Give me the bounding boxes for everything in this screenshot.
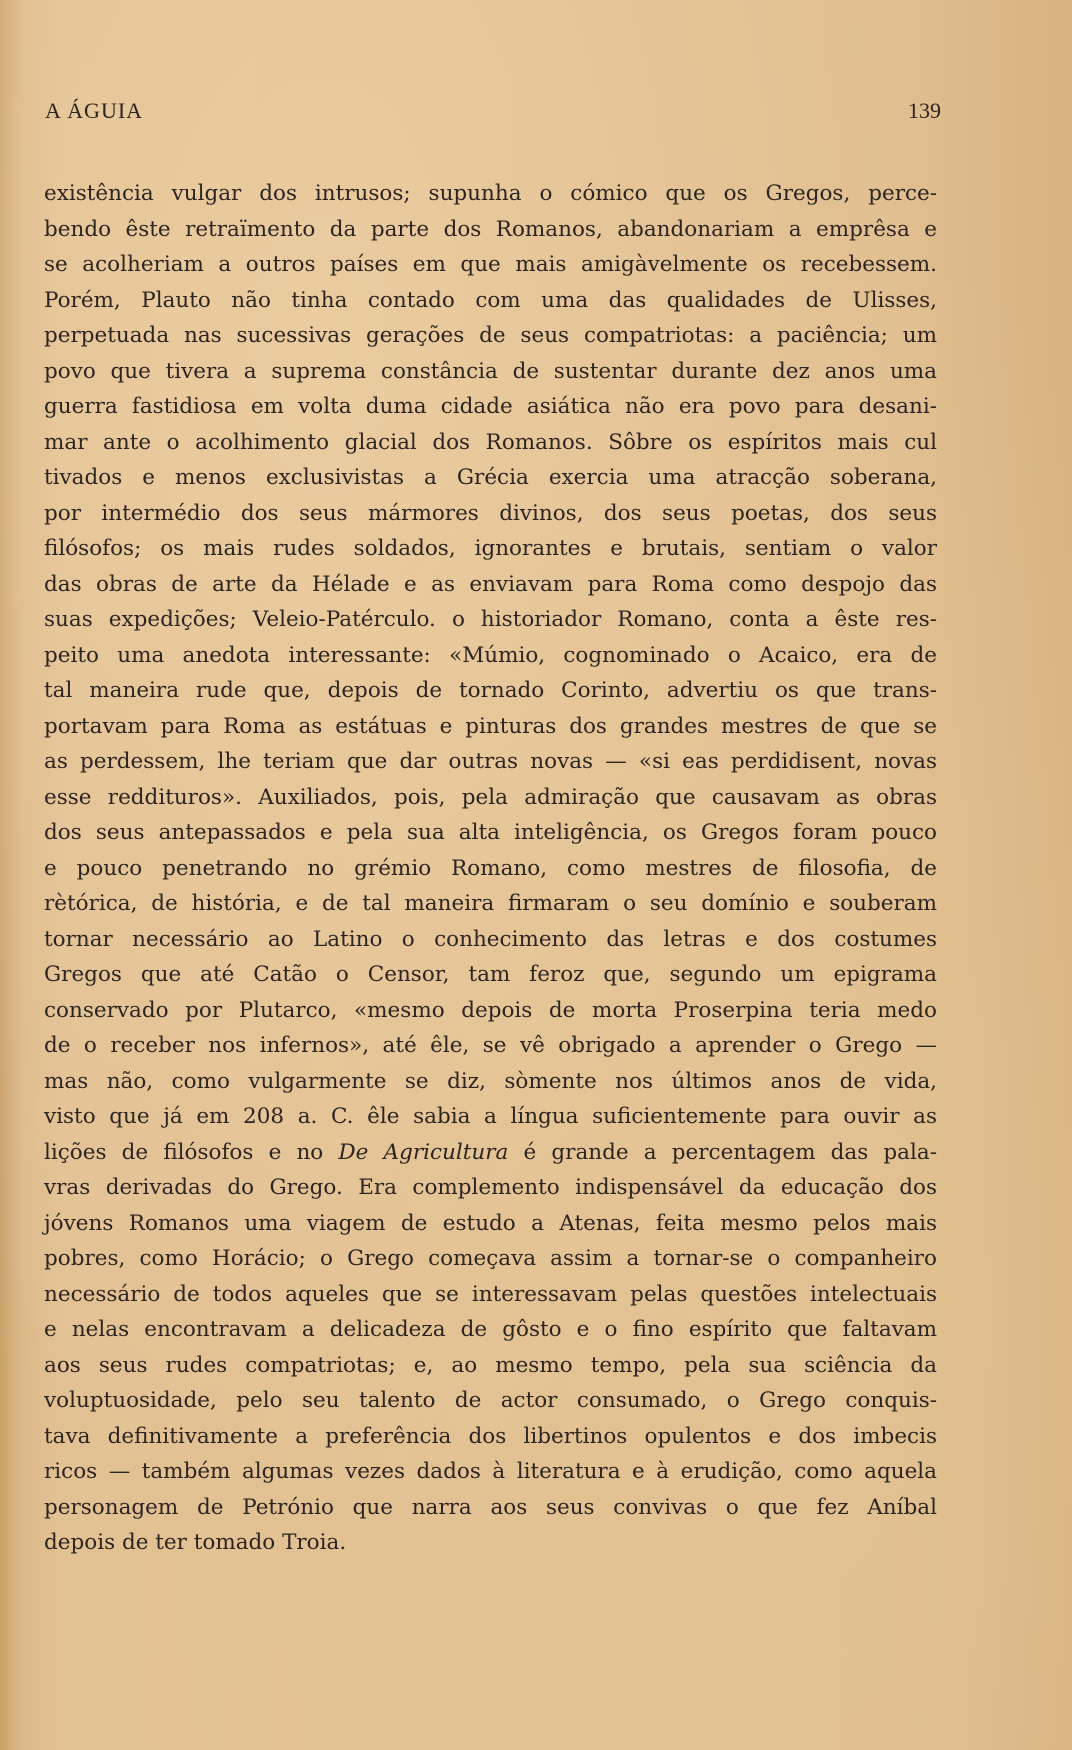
text-line: guerra fastidiosa em volta duma cidade asiática não era povo para desani-: [44, 394, 937, 419]
text-line: pobres, como Horácio; o Grego começava assim a tornar-se o companheiro: [44, 1246, 937, 1271]
text-line: suas expedições; Veleio-Patérculo. o historiador Romano, conta a êste res-: [44, 607, 937, 632]
text-line: personagem de Petrónio que narra aos seus convivas o que fez Aníbal: [44, 1494, 937, 1520]
text-line: peito uma anedota interessante: «Múmio, cognominado o Acaico, era de: [44, 642, 937, 668]
text-line: vras derivadas do Grego. Era complemento indispensável da educação dos: [44, 1175, 937, 1200]
text-line: bendo êste retraïmento da parte dos Romanos, abandonariam a emprêsa e: [44, 216, 937, 242]
text-line: de o receber nos infernos», até êle, se vê obrigado a aprender o Grego —: [44, 1033, 937, 1058]
text-line: rètórica, de história, e de tal maneira firmaram o seu domínio e souberam: [44, 891, 937, 916]
text-line: visto que já em 208 a. C. êle sabia a língua suficientemente para ouvir as: [44, 1104, 937, 1129]
text-line: mas não, como vulgarmente se diz, sòmente nos últimos anos de vida,: [44, 1068, 937, 1094]
running-title: A ÁGUIA: [45, 98, 144, 123]
text-line: perpetuada nas sucessivas gerações de seus compatriotas: a paciência; um: [44, 323, 937, 348]
text-line: necessário de todos aqueles que se interessavam pelas questões intelectuais: [44, 1281, 937, 1307]
text-line: aos seus rudes compatriotas; e, ao mesmo tempo, pela sua sciência da: [44, 1352, 937, 1378]
text-line: portavam para Roma as estátuas e pinturas dos grandes mestres de que se: [44, 713, 937, 739]
page-number: 139: [908, 98, 941, 123]
text-line: esse reddituros». Auxiliados, pois, pela admiração que causavam as obras: [44, 784, 937, 810]
text-line: e nelas encontravam a delicadeza de gôsto e o fino espírito que faltavam: [44, 1317, 937, 1342]
text-line: existência vulgar dos intrusos; supunha o cómico que os Gregos, perce-: [44, 181, 937, 206]
italic-title: De Agricultura: [338, 1139, 509, 1165]
text-line: se acolheriam a outros países em que mais amigàvelmente os recebessem.: [44, 252, 937, 277]
text-line: e pouco penetrando no grémio Romano, como mestres de filosofia, de: [44, 855, 937, 881]
text-line: as perdessem, lhe teriam que dar outras novas — «si eas perdidisent, novas: [44, 749, 937, 774]
text-line: tivados e menos exclusivistas a Grécia exercia uma atracção soberana,: [44, 465, 937, 490]
text-line: voluptuosidade, pelo seu talento de actor consumado, o Grego conquis-: [44, 1388, 937, 1413]
text-line: povo que tivera a suprema constância de sustentar durante dez anos uma: [44, 358, 937, 384]
text-line: Gregos que até Catão o Censor, tam feroz que, segundo um epigrama: [44, 962, 937, 987]
text-line: das obras de arte da Hélade e as enviavam para Roma como despojo das: [44, 571, 937, 597]
text-line: jóvens Romanos uma viagem de estudo a Atenas, feita mesmo pelos mais: [44, 1210, 937, 1236]
text-line-with-italic: [44, 1135, 937, 1171]
text-segment: lições de filósofos e no: [44, 1139, 324, 1165]
text-line: ricos — também algumas vezes dados à literatura e à erudição, como aquela: [44, 1459, 937, 1484]
text-segment: é grande a percentagem das pala-: [523, 1139, 937, 1165]
text-line: dos seus antepassados e pela sua alta inteligência, os Gregos foram pouco: [44, 820, 937, 845]
text-line: por intermédio dos seus mármores divinos, dos seus poetas, dos seus: [44, 500, 937, 526]
body-text: [44, 176, 937, 1561]
page-header: [45, 98, 941, 126]
text-line: filósofos; os mais rudes soldados, ignorantes e brutais, sentiam o valor: [44, 536, 937, 561]
text-line-last: depois de ter tomado Troia.: [44, 1530, 347, 1555]
text-line: conservado por Plutarco, «mesmo depois de morta Proserpina teria medo: [44, 997, 937, 1023]
text-line: tal maneira rude que, depois de tornado Corinto, advertiu os que trans-: [44, 678, 937, 703]
text-line: Porém, Plauto não tinha contado com uma das qualidades de Ulisses,: [44, 287, 937, 313]
text-line: mar ante o acolhimento glacial dos Romanos. Sôbre os espíritos mais cul: [44, 429, 937, 455]
text-line: tornar necessário ao Latino o conhecimento das letras e dos costumes: [44, 926, 937, 952]
text-line: tava definitivamente a preferência dos libertinos opulentos e dos imbecis: [44, 1423, 937, 1449]
